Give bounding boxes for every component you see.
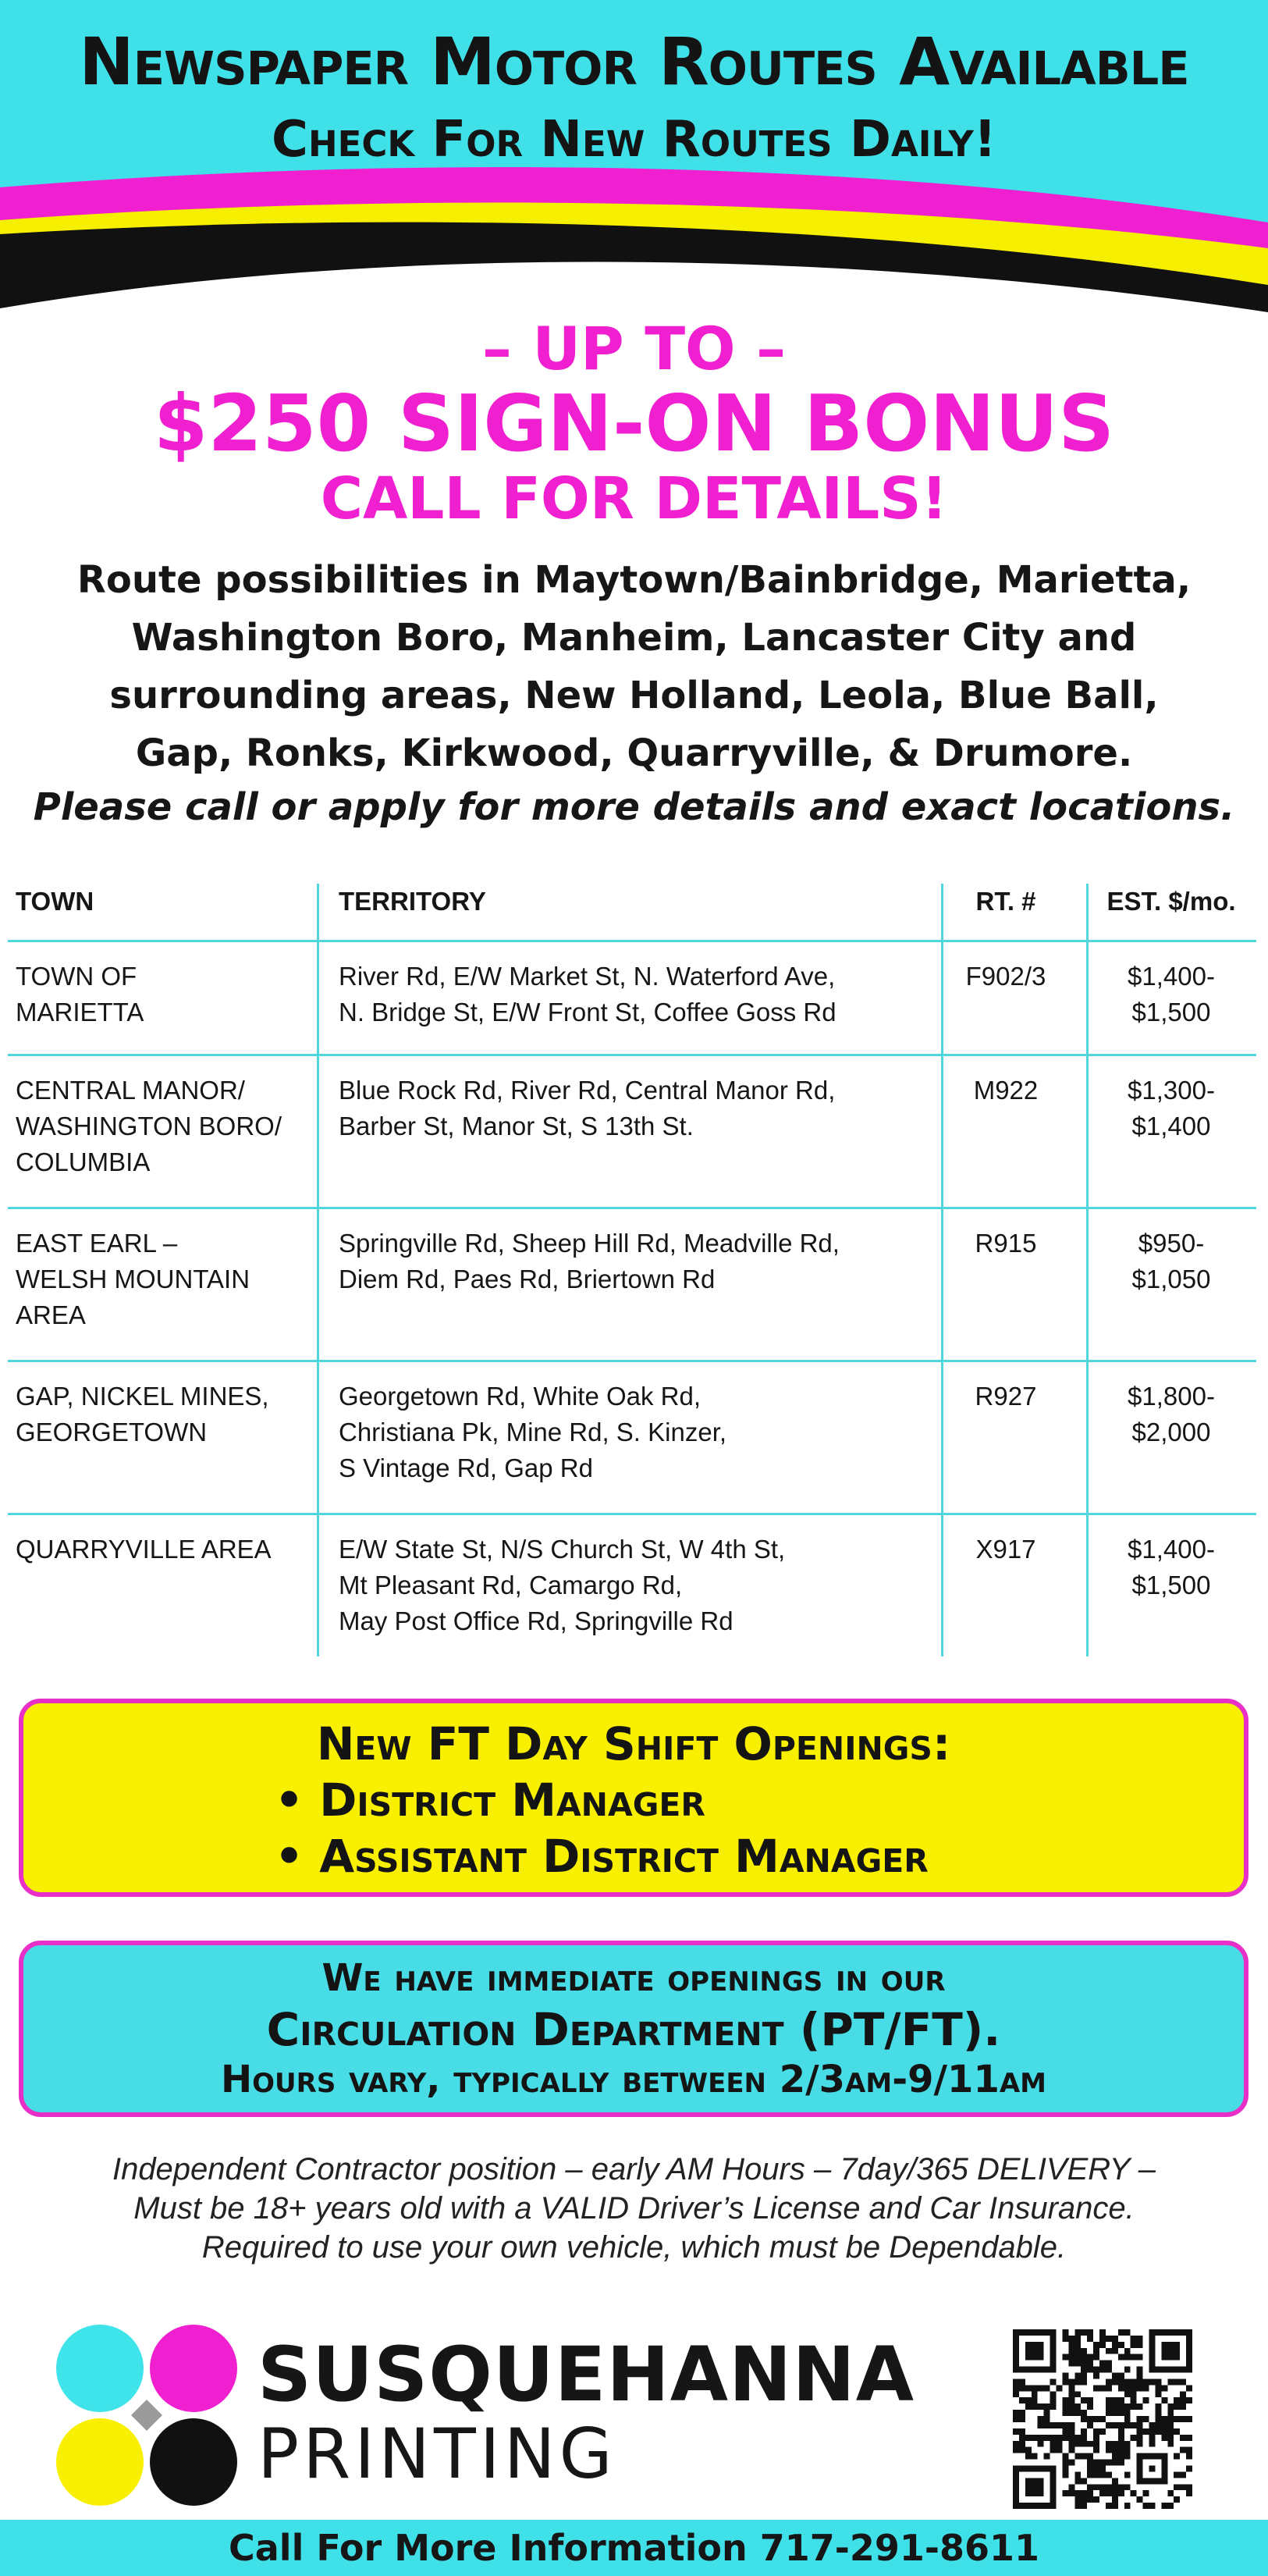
contract-line: Must be 18+ years old with a VALID Driver’s License and Car Insurance. — [133, 2191, 1135, 2226]
contract-line: Required to use your own vehicle, which must be Dependable. — [201, 2230, 1067, 2265]
intro-line: Gap, Ronks, Kirkwood, Quarryville, & Drumore. — [135, 731, 1133, 775]
page-title: Newspaper Motor Routes Available — [79, 23, 1189, 100]
table-cell-route-number: R915 — [975, 1229, 1037, 1258]
ft-openings-box — [19, 1699, 1248, 1897]
table-cell-route-number: F902/3 — [965, 962, 1046, 991]
pay-line: $950- — [1138, 1229, 1205, 1258]
column-header-town: TOWN — [16, 887, 94, 916]
table-divider — [8, 940, 1256, 942]
bonus-up-to: – UP TO – — [481, 314, 787, 383]
pay-line: $1,400- — [1128, 1535, 1215, 1564]
territory-line: Mt Pleasant Rd, Camargo Rd, — [339, 1571, 683, 1599]
logo-company-name: SUSQUEHANNA — [258, 2331, 915, 2418]
town-line: TOWN OF — [16, 962, 137, 991]
column-header-estimated-pay: EST. $/mo. — [1106, 887, 1236, 916]
town-line: QUARRYVILLE AREA — [16, 1535, 272, 1564]
town-line: WASHINGTON BORO/ — [16, 1112, 282, 1140]
pay-line: $1,500 — [1131, 1571, 1211, 1599]
table-cell-town — [16, 959, 320, 1030]
circulation-line-3: Hours vary, typically between 2/3am-9/11am — [220, 2058, 1046, 2101]
territory-line: Diem Rd, Paes Rd, Briertown Rd — [339, 1265, 716, 1293]
table-divider — [8, 1207, 1256, 1209]
table-cell-territory — [339, 1226, 947, 1297]
town-line: EAST EARL – — [16, 1229, 178, 1258]
contract-line: Independent Contractor position – early AM Hours – 7day/365 DELIVERY – — [112, 2152, 1156, 2186]
pay-line: $1,300- — [1128, 1076, 1215, 1105]
table-cell-town — [16, 1226, 320, 1333]
column-header-route-number: RT. # — [975, 887, 1036, 916]
town-line: AREA — [16, 1300, 86, 1329]
bonus-call: CALL FOR DETAILS! — [320, 465, 948, 532]
territory-line: Springville Rd, Sheep Hill Rd, Meadville Rd, — [339, 1229, 840, 1258]
intro-line: Route possibilities in Maytown/Bainbridge, Marietta, — [76, 558, 1192, 602]
pay-line: $1,500 — [1131, 998, 1211, 1026]
openings-title: New FT Day Shift Openings: — [316, 1717, 951, 1770]
table-cell-estimated-pay — [1097, 1379, 1245, 1450]
table-cell-town — [16, 1379, 320, 1450]
town-line: CENTRAL MANOR/ — [16, 1076, 245, 1105]
pay-line: $1,800- — [1128, 1382, 1215, 1411]
town-line: GAP, NICKEL MINES, — [16, 1382, 269, 1411]
footer-contact: Call For More Information 717-291-8611 — [0, 2520, 1268, 2576]
pay-line: $1,400- — [1128, 962, 1215, 991]
header-banner — [0, 0, 1268, 312]
table-cell-route-number: R927 — [975, 1382, 1037, 1411]
table-column-divider — [1086, 884, 1089, 1656]
circulation-line-1: We have immediate openings in our — [321, 1956, 946, 2000]
openings-item-assistant-district-manager: • Assistant District Manager — [275, 1830, 929, 1883]
pay-line: $1,050 — [1131, 1265, 1211, 1293]
page-subtitle: Check For New Routes Daily! — [271, 111, 996, 169]
town-line: GEORGETOWN — [16, 1418, 208, 1446]
table-cell-territory — [339, 1073, 947, 1144]
table-divider — [8, 1513, 1256, 1515]
table-cell-territory — [339, 1379, 947, 1486]
openings-item-district-manager: • District Manager — [275, 1774, 705, 1827]
bonus-amount: $250 SIGN-ON BONUS — [153, 378, 1115, 469]
town-line: COLUMBIA — [16, 1147, 151, 1176]
territory-line: Christiana Pk, Mine Rd, S. Kinzer, — [339, 1418, 727, 1446]
table-cell-territory — [339, 959, 947, 1030]
table-cell-town — [16, 1532, 320, 1567]
circulation-line-2: Circulation Department (PT/FT). — [266, 2003, 1001, 2056]
territory-line: E/W State St, N/S Church St, W 4th St, — [339, 1535, 786, 1564]
table-cell-route-number: M922 — [973, 1076, 1039, 1105]
territory-line: May Post Office Rd, Springville Rd — [339, 1606, 733, 1635]
logo-company-sub: PRINTING — [258, 2414, 616, 2494]
column-header-territory: TERRITORY — [339, 887, 486, 916]
table-divider — [8, 1360, 1256, 1362]
intro-line: surrounding areas, New Holland, Leola, Blue Ball, — [109, 674, 1159, 717]
territory-line: Barber St, Manor St, S 13th St. — [339, 1112, 694, 1140]
contractor-requirements — [31, 2150, 1237, 2267]
routes-table — [8, 884, 1256, 1656]
pay-line: $2,000 — [1131, 1418, 1211, 1446]
table-cell-route-number: X917 — [975, 1535, 1036, 1564]
intro-line: Washington Boro, Manheim, Lancaster City and — [131, 616, 1137, 660]
table-cell-estimated-pay — [1097, 1226, 1245, 1297]
pay-line: $1,400 — [1131, 1112, 1211, 1140]
territory-line: N. Bridge St, E/W Front St, Coffee Goss Rd — [339, 998, 836, 1026]
table-cell-territory — [339, 1532, 947, 1639]
territory-line: River Rd, E/W Market St, N. Waterford Ave, — [339, 962, 836, 991]
table-cell-estimated-pay — [1097, 1532, 1245, 1603]
circulation-box — [19, 1941, 1248, 2117]
intro-emphasis: Please call or apply for more details and exact locations. — [33, 785, 1235, 829]
town-line: WELSH MOUNTAIN — [16, 1265, 250, 1293]
qr-code-icon[interactable] — [1013, 2329, 1192, 2509]
territory-line: Blue Rock Rd, River Rd, Central Manor Rd, — [339, 1076, 836, 1105]
town-line: MARIETTA — [16, 998, 144, 1026]
logo-circles-icon — [55, 2323, 242, 2510]
table-cell-town — [16, 1073, 320, 1180]
table-divider — [8, 1054, 1256, 1056]
route-possibilities — [47, 551, 1221, 782]
table-cell-estimated-pay — [1097, 959, 1245, 1030]
table-cell-estimated-pay — [1097, 1073, 1245, 1144]
territory-line: S Vintage Rd, Gap Rd — [339, 1453, 593, 1482]
territory-line: Georgetown Rd, White Oak Rd, — [339, 1382, 701, 1411]
